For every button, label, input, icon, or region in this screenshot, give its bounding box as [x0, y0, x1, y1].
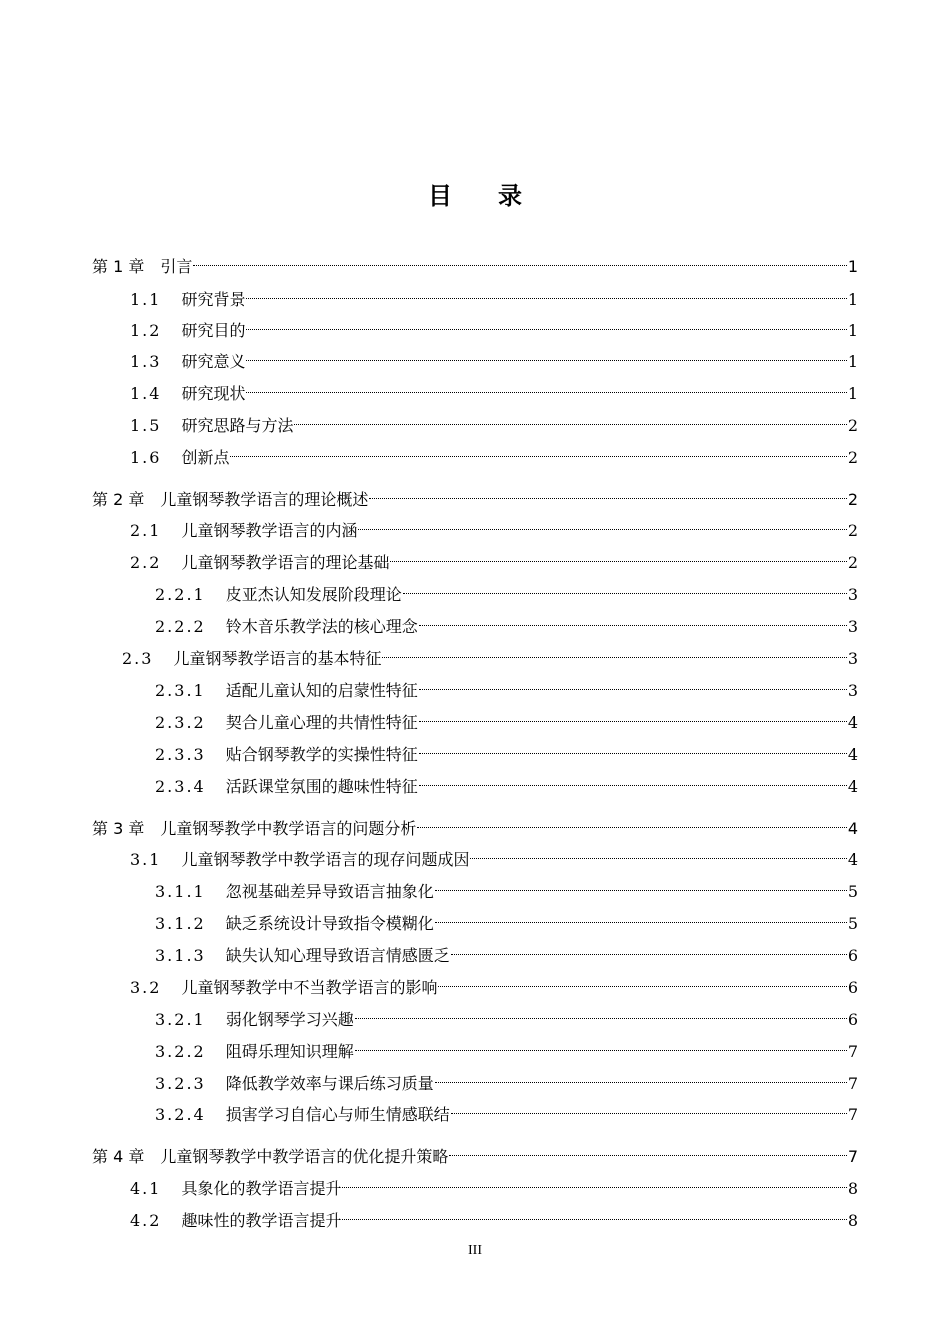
toc-entry-page: 3 — [847, 585, 858, 604]
toc-entry-number: 1.3 — [130, 352, 162, 371]
toc-entry-title: 损害学习自信心与师生情感联结 — [225, 1105, 450, 1124]
toc-entry-page: 4 — [847, 777, 858, 796]
toc-entry-number: 3.2 — [130, 978, 162, 997]
toc-entry-number: 3.1.2 — [155, 914, 206, 933]
toc-dot-leader — [355, 1033, 847, 1057]
toc-entry-page: 1 — [847, 352, 858, 371]
toc-entry-page: 2 — [847, 521, 858, 540]
toc-entry-page: 2 — [847, 448, 858, 467]
toc-dot-leader — [451, 1096, 847, 1120]
toc-entry-section-1-4[interactable] — [130, 375, 858, 403]
toc-entry-section-3-1[interactable] — [130, 841, 858, 869]
toc-dot-leader — [438, 969, 846, 993]
toc-entry-number: 4.2 — [130, 1211, 162, 1230]
toc-dot-leader — [435, 1065, 847, 1089]
toc-entry-title: 引言 — [160, 257, 193, 276]
toc-entry-subsection-2-3-4[interactable] — [155, 768, 858, 796]
toc-entry-number: 2.3.4 — [155, 777, 206, 796]
toc-dot-leader — [246, 343, 846, 367]
toc-entry-chapter-4[interactable] — [92, 1138, 858, 1166]
toc-entry-page: 1 — [847, 257, 858, 276]
toc-entry-title: 贴合钢琴教学的实操性特征 — [225, 745, 418, 764]
toc-entry-page: 3 — [847, 617, 858, 636]
toc-entry-page: 6 — [847, 978, 858, 997]
toc-dot-leader — [451, 937, 847, 961]
toc-entry-number: 2.2 — [130, 553, 162, 572]
toc-entry-subsection-3-2-1[interactable] — [155, 1001, 858, 1029]
toc-entry-page: 5 — [847, 914, 858, 933]
toc-entry-subsection-2-2-1[interactable] — [155, 576, 858, 604]
toc-entry-number: 1.1 — [130, 290, 162, 309]
toc-entry-number: 1.2 — [130, 321, 162, 340]
toc-entry-page: 3 — [847, 649, 858, 668]
toc-entry-chapter-3[interactable] — [92, 810, 858, 838]
toc-entry-number: 第 4 章 — [92, 1147, 145, 1166]
toc-entry-subsection-3-1-2[interactable] — [155, 905, 858, 933]
toc-entry-number: 3.2.2 — [155, 1042, 206, 1061]
toc-entry-page: 2 — [847, 416, 858, 435]
toc-entry-title: 儿童钢琴教学中教学语言的优化提升策略 — [160, 1147, 449, 1166]
toc-entry-number: 2.2.1 — [155, 585, 206, 604]
toc-entry-subsection-3-2-4[interactable] — [155, 1096, 858, 1124]
toc-entry-title: 儿童钢琴教学语言的理论概述 — [160, 490, 369, 509]
toc-dot-leader — [342, 1202, 846, 1226]
toc-entry-title: 趣味性的教学语言提升 — [181, 1211, 342, 1230]
toc-entry-title: 研究现状 — [181, 384, 246, 403]
toc-entry-number: 2.3.3 — [155, 745, 206, 764]
toc-dot-leader — [294, 407, 846, 431]
toc-entry-page: 7 — [847, 1105, 858, 1124]
toc-entry-section-1-6[interactable] — [130, 439, 858, 467]
toc-entry-number: 3.2.3 — [155, 1074, 206, 1093]
toc-entry-subsection-2-3-3[interactable] — [155, 736, 858, 764]
toc-entry-page: 7 — [847, 1147, 858, 1166]
toc-entry-title: 铃木音乐教学法的核心理念 — [225, 617, 418, 636]
toc-entry-title: 研究背景 — [181, 290, 246, 309]
toc-entry-section-1-3[interactable] — [130, 343, 858, 371]
toc-entry-number: 3.1.3 — [155, 946, 206, 965]
toc-entry-title: 儿童钢琴教学语言的内涵 — [181, 521, 358, 540]
toc-entry-chapter-2[interactable] — [92, 481, 858, 509]
toc-dot-leader — [419, 768, 847, 792]
toc-entry-subsection-2-3-1[interactable] — [155, 672, 858, 700]
toc-entry-subsection-2-3-2[interactable] — [155, 704, 858, 732]
toc-entry-page: 3 — [847, 681, 858, 700]
toc-entry-page: 8 — [847, 1211, 858, 1230]
toc-entry-number: 第 1 章 — [92, 257, 145, 276]
toc-entry-title: 儿童钢琴教学中不当教学语言的影响 — [181, 978, 438, 997]
toc-entry-section-1-1[interactable] — [130, 281, 858, 309]
toc-title-right: 录 — [498, 181, 522, 210]
toc-entry-title: 契合儿童心理的共情性特征 — [225, 713, 418, 732]
toc-entry-page: 4 — [847, 850, 858, 869]
toc-entry-page: 7 — [847, 1074, 858, 1093]
toc-entry-number: 3.2.1 — [155, 1010, 206, 1029]
toc-entry-number: 1.6 — [130, 448, 162, 467]
toc-entry-number: 2.2.2 — [155, 617, 206, 636]
toc-entry-title: 研究思路与方法 — [181, 416, 294, 435]
toc-dot-leader — [419, 608, 847, 632]
toc-dot-leader — [470, 841, 846, 865]
toc-entry-title: 缺乏系统设计导致指令模糊化 — [225, 914, 434, 933]
toc-entry-page: 2 — [847, 553, 858, 572]
toc-entry-page: 2 — [847, 490, 858, 509]
toc-entry-number: 4.1 — [130, 1179, 162, 1198]
toc-entry-section-2-3[interactable] — [122, 640, 858, 668]
toc-entry-page: 5 — [847, 882, 858, 901]
toc-entry-number: 2.3.2 — [155, 713, 206, 732]
toc-entry-page: 4 — [847, 819, 858, 838]
toc-entry-section-2-2[interactable] — [130, 544, 858, 572]
toc-dot-leader — [382, 640, 846, 664]
toc-entry-section-1-2[interactable] — [130, 312, 858, 340]
toc-dot-leader — [230, 439, 846, 463]
toc-entry-number: 2.1 — [130, 521, 162, 540]
toc-entry-section-4-1[interactable] — [130, 1170, 858, 1198]
toc-entry-title: 具象化的教学语言提升 — [181, 1179, 342, 1198]
toc-entry-number: 2.3.1 — [155, 681, 206, 700]
toc-entry-page: 1 — [847, 384, 858, 403]
toc-entry-title: 活跃课堂氛围的趣味性特征 — [225, 777, 418, 796]
toc-entry-subsection-3-2-2[interactable] — [155, 1033, 858, 1061]
toc-entry-title: 忽视基础差异导致语言抽象化 — [225, 882, 434, 901]
toc-dot-leader — [419, 704, 847, 728]
toc-entry-title: 适配儿童认知的启蒙性特征 — [225, 681, 418, 700]
toc-entry-number: 3.1.1 — [155, 882, 206, 901]
toc-dot-leader — [449, 1138, 846, 1162]
toc-dot-leader — [419, 672, 847, 696]
toc-entry-number: 1.4 — [130, 384, 162, 403]
toc-entry-title: 儿童钢琴教学中教学语言的现存问题成因 — [181, 850, 470, 869]
toc-entry-subsection-2-2-2[interactable] — [155, 608, 858, 636]
toc-entry-title: 降低教学效率与课后练习质量 — [225, 1074, 434, 1093]
toc-entry-number: 1.5 — [130, 416, 162, 435]
toc-entry-subsection-3-1-3[interactable] — [155, 937, 858, 965]
toc-dot-leader — [246, 281, 846, 305]
toc-dot-leader — [358, 512, 846, 536]
toc-title-left: 目 — [428, 181, 452, 210]
toc-entry-title: 弱化钢琴学习兴趣 — [225, 1010, 354, 1029]
page-number-footer: III — [468, 1243, 482, 1258]
toc-dot-leader — [369, 481, 846, 505]
toc-entry-page: 1 — [847, 290, 858, 309]
toc-entry-section-3-2[interactable] — [130, 969, 858, 997]
toc-dot-leader — [435, 905, 847, 929]
toc-dot-leader — [403, 576, 847, 600]
toc-entry-page: 8 — [847, 1179, 858, 1198]
toc-entry-number: 第 3 章 — [92, 819, 145, 838]
toc-entry-chapter-1[interactable] — [92, 248, 858, 276]
toc-entry-title: 儿童钢琴教学语言的理论基础 — [181, 553, 390, 572]
toc-entry-section-1-5[interactable] — [130, 407, 858, 435]
toc-dot-leader — [246, 375, 846, 399]
toc-dot-leader — [342, 1170, 846, 1194]
toc-entry-title: 研究意义 — [181, 352, 246, 371]
toc-entry-title: 创新点 — [181, 448, 230, 467]
toc-entry-title: 儿童钢琴教学语言的基本特征 — [173, 649, 382, 668]
toc-entry-page: 4 — [847, 745, 858, 764]
toc-entry-number: 3.2.4 — [155, 1105, 206, 1124]
toc-dot-leader — [419, 736, 847, 760]
toc-entry-page: 6 — [847, 946, 858, 965]
toc-entry-number: 3.1 — [130, 850, 162, 869]
toc-entry-number: 2.3 — [122, 649, 154, 668]
toc-entry-page: 7 — [847, 1042, 858, 1061]
toc-entry-title: 皮亚杰认知发展阶段理论 — [225, 585, 402, 604]
toc-entry-title: 儿童钢琴教学中教学语言的问题分析 — [160, 819, 417, 838]
toc-dot-leader — [417, 810, 846, 834]
toc-dot-leader — [355, 1001, 847, 1025]
toc-entry-page: 1 — [847, 321, 858, 340]
toc-entry-page: 4 — [847, 713, 858, 732]
toc-entry-page: 6 — [847, 1010, 858, 1029]
toc-entry-section-2-1[interactable] — [130, 512, 858, 540]
toc-dot-leader — [435, 873, 847, 897]
toc-entry-subsection-3-1-1[interactable] — [155, 873, 858, 901]
toc-entry-number: 第 2 章 — [92, 490, 145, 509]
toc-dot-leader — [390, 544, 846, 568]
toc-entry-subsection-3-2-3[interactable] — [155, 1065, 858, 1093]
toc-entry-title: 缺失认知心理导致语言情感匮乏 — [225, 946, 450, 965]
toc-entry-title: 阻碍乐理知识理解 — [225, 1042, 354, 1061]
toc-entry-title: 研究目的 — [181, 321, 246, 340]
toc-entry-section-4-2[interactable] — [130, 1202, 858, 1230]
toc-dot-leader — [246, 312, 846, 336]
toc-dot-leader — [193, 248, 846, 272]
